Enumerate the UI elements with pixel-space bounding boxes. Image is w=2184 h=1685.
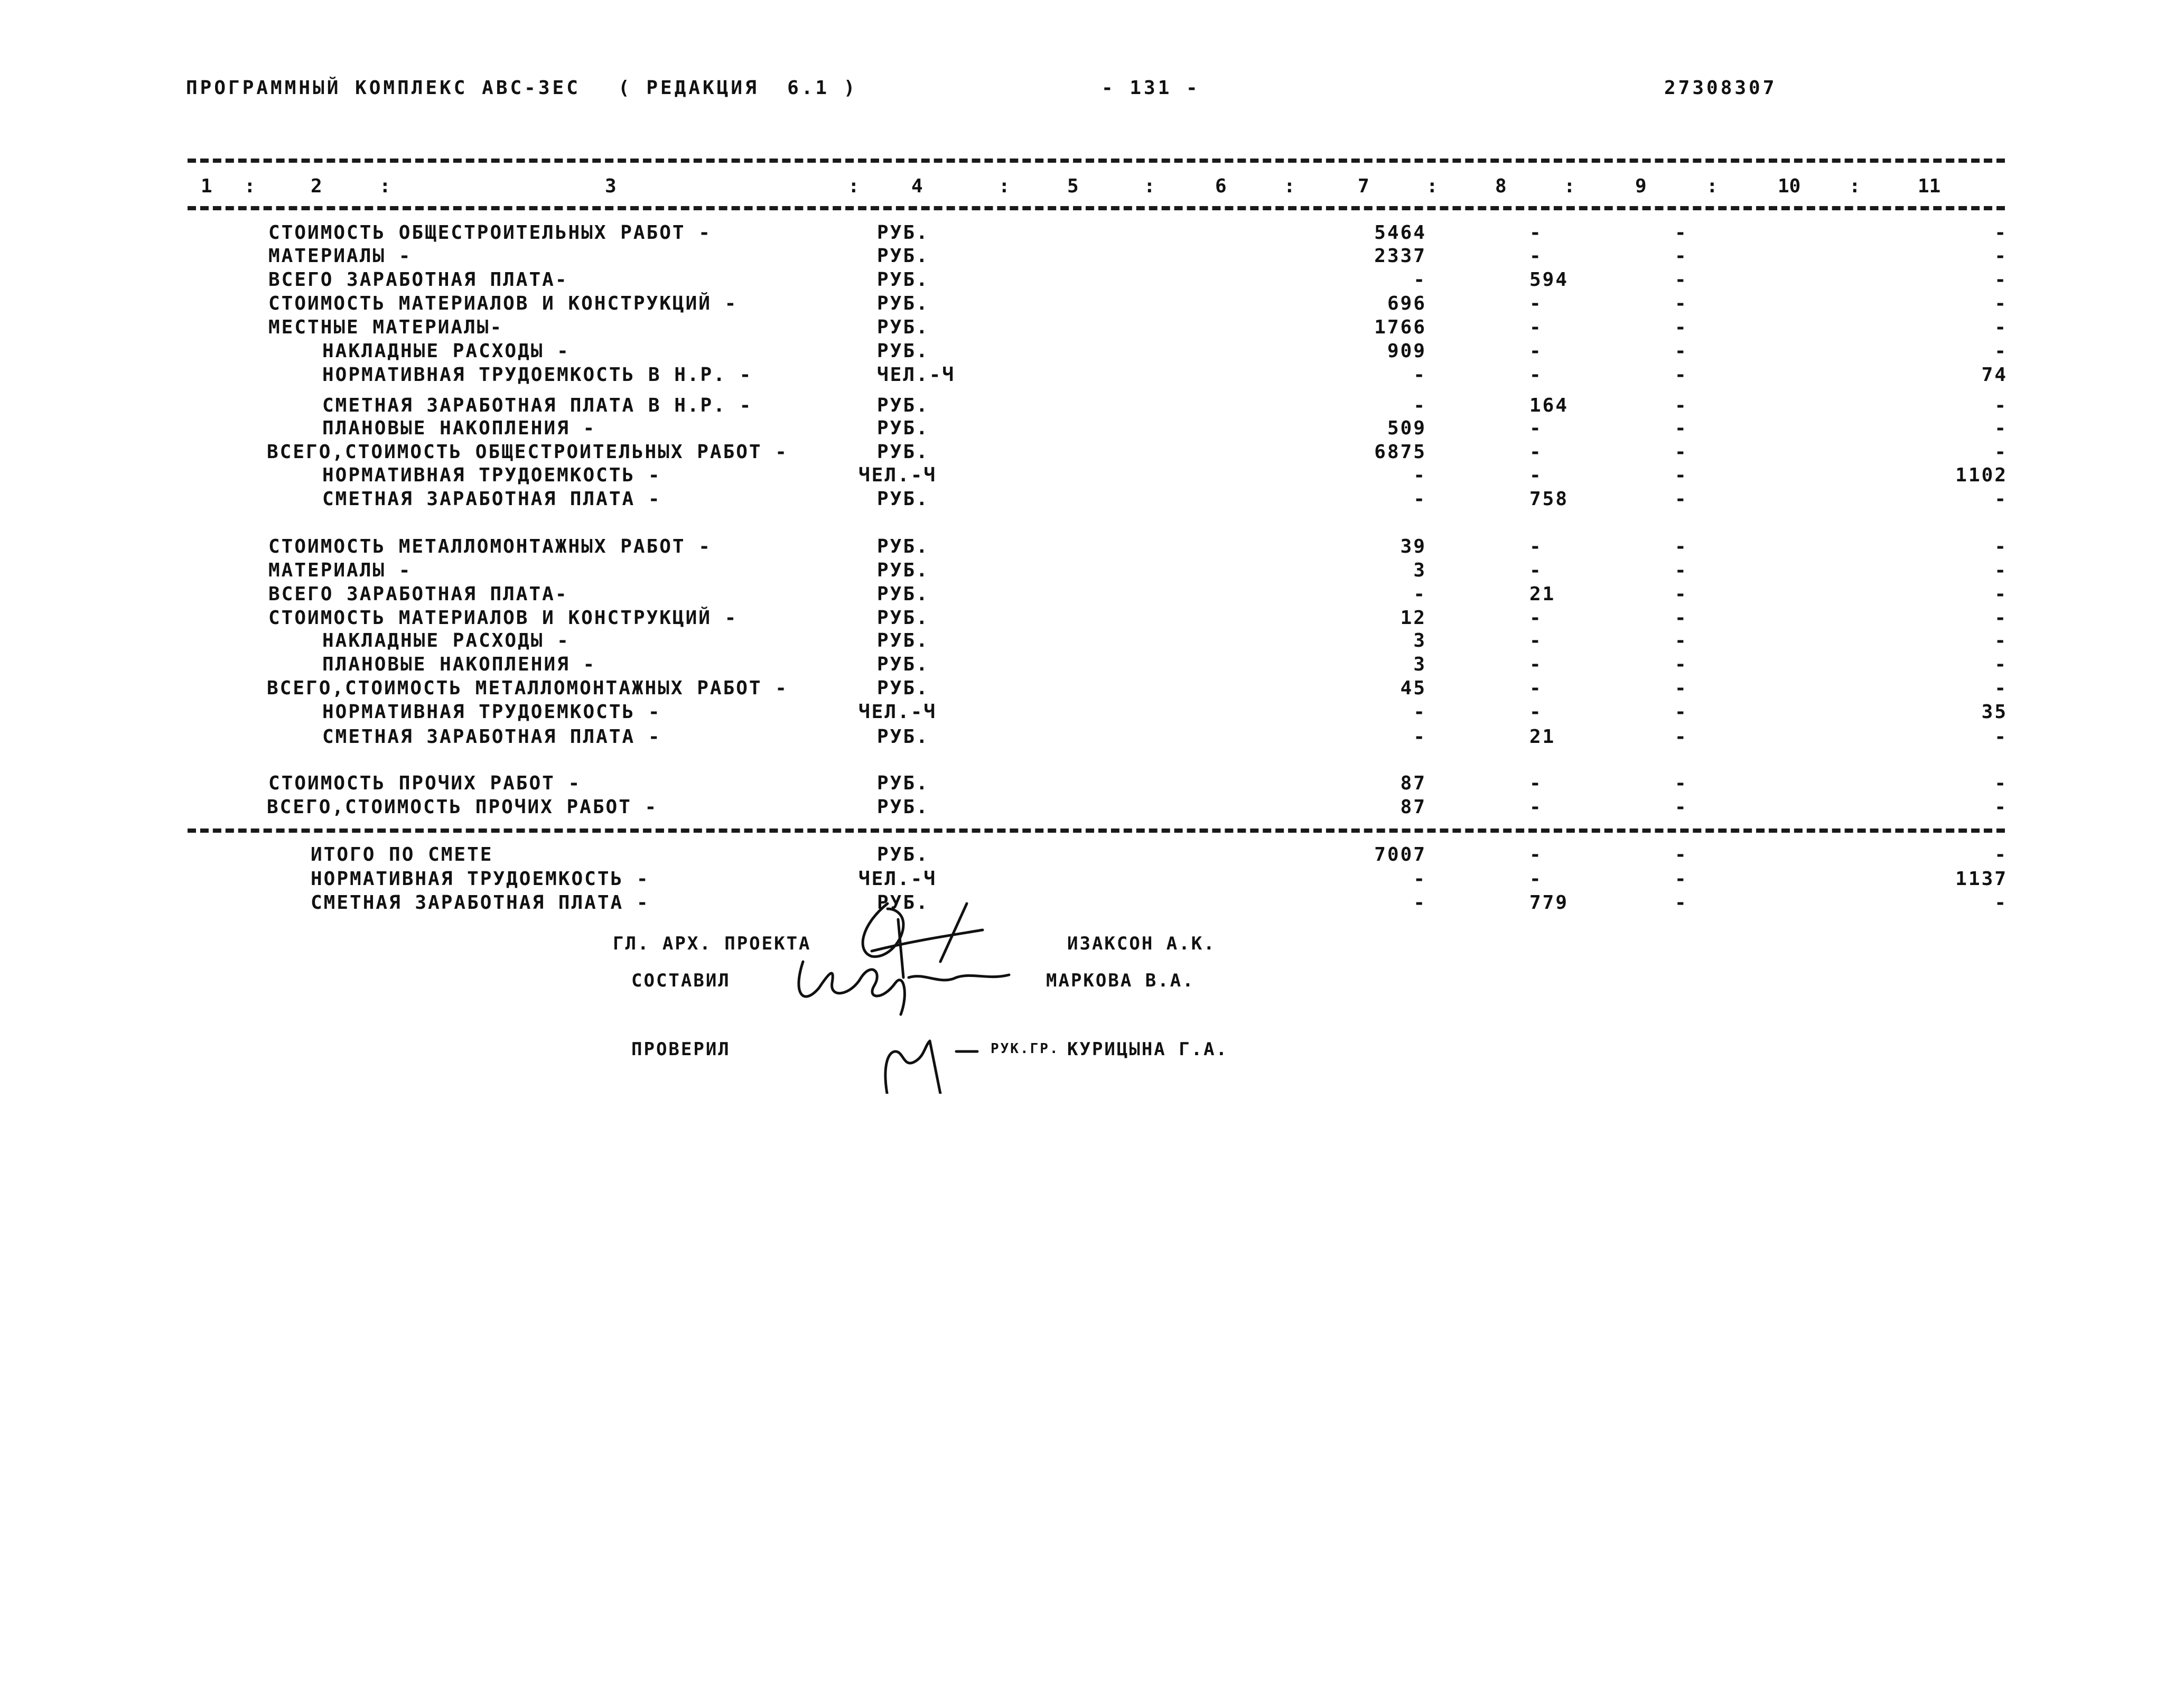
item-name: СТОИМОСТЬ ОБЩЕСТРОИТЕЛЬНЫХ РАБОТ - bbox=[268, 222, 712, 244]
col8-value: 779 bbox=[1529, 892, 1569, 914]
col11-value: - bbox=[1994, 488, 2008, 510]
col11-value: 35 bbox=[1981, 701, 2008, 723]
col9-value: - bbox=[1675, 844, 1688, 865]
column-header: 10 bbox=[1778, 175, 1801, 197]
col9-value: - bbox=[1675, 364, 1688, 386]
item-name: СТОИМОСТЬ МАТЕРИАЛОВ И КОНСТРУКЦИЙ - bbox=[268, 607, 738, 629]
table-row bbox=[0, 560, 2184, 583]
col9-value: - bbox=[1675, 701, 1688, 723]
col8-value: - bbox=[1529, 316, 1543, 338]
col9-value: - bbox=[1675, 630, 1688, 651]
column-header: 5 bbox=[1067, 175, 1079, 197]
col11-value: - bbox=[1994, 772, 2008, 794]
unit: РУБ. bbox=[877, 630, 929, 651]
col9-value: - bbox=[1675, 892, 1688, 914]
col9-value: - bbox=[1675, 293, 1688, 314]
unit: РУБ. bbox=[877, 654, 929, 675]
col11-value: - bbox=[1994, 560, 2008, 581]
col8-value: - bbox=[1529, 536, 1543, 557]
item-name: ВСЕГО ЗАРАБОТНАЯ ПЛАТА- bbox=[268, 269, 568, 291]
col8-value: - bbox=[1529, 677, 1543, 699]
item-name: МЕСТНЫЕ МАТЕРИАЛЫ- bbox=[268, 316, 503, 338]
table-row bbox=[0, 488, 2184, 511]
col7-value: 1766 bbox=[1374, 316, 1426, 338]
col9-value: - bbox=[1675, 316, 1688, 338]
col8-value: - bbox=[1529, 417, 1543, 439]
col8-value: - bbox=[1529, 364, 1543, 386]
item-name: ПЛАНОВЫЕ НАКОПЛЕНИЯ - bbox=[322, 654, 596, 675]
col11-value: 1102 bbox=[1955, 464, 2008, 486]
table-row bbox=[0, 607, 2184, 630]
table-row bbox=[0, 583, 2184, 607]
col9-value: - bbox=[1675, 245, 1688, 267]
unit: РУБ. bbox=[877, 395, 929, 416]
table-row bbox=[0, 464, 2184, 488]
item-name: ИТОГО ПО СМЕТЕ bbox=[311, 844, 493, 865]
col11-value: - bbox=[1994, 654, 2008, 675]
col9-value: - bbox=[1675, 536, 1688, 557]
col8-value: - bbox=[1529, 844, 1543, 865]
signatory-name: ИЗАКСОН А.К. bbox=[1067, 933, 1216, 954]
signatory-name: МАРКОВА В.А. bbox=[1046, 970, 1195, 991]
unit: РУБ. bbox=[877, 441, 929, 463]
unit: РУБ. bbox=[877, 293, 929, 314]
document-code: 27308307 bbox=[1664, 77, 1777, 99]
col11-value: - bbox=[1994, 796, 2008, 818]
item-name: СМЕТНАЯ ЗАРАБОТНАЯ ПЛАТА - bbox=[311, 892, 650, 914]
col8-value: - bbox=[1529, 607, 1543, 629]
unit: ЧЕЛ.-Ч bbox=[877, 364, 956, 386]
program-name: ПРОГРАММНЫЙ КОМПЛЕКС АВС-3ЕС bbox=[186, 77, 581, 99]
item-name: СМЕТНАЯ ЗАРАБОТНАЯ ПЛАТА - bbox=[322, 488, 661, 510]
unit: ЧЕЛ.-Ч bbox=[858, 701, 937, 723]
col7-value: 6875 bbox=[1374, 441, 1426, 463]
col7-value: - bbox=[1413, 269, 1426, 291]
table-top-rule bbox=[188, 159, 2005, 163]
col7-value: - bbox=[1413, 868, 1426, 890]
col8-value: - bbox=[1529, 245, 1543, 267]
col9-value: - bbox=[1675, 417, 1688, 439]
col11-value: - bbox=[1994, 677, 2008, 699]
col9-value: - bbox=[1675, 395, 1688, 416]
item-name: НОРМАТИВНАЯ ТРУДОЕМКОСТЬ - bbox=[311, 868, 650, 890]
table-row bbox=[0, 536, 2184, 559]
col9-value: - bbox=[1675, 583, 1688, 605]
unit: РУБ. bbox=[877, 607, 929, 629]
table-row bbox=[0, 316, 2184, 340]
col8-value: - bbox=[1529, 701, 1543, 723]
item-name: ВСЕГО ЗАРАБОТНАЯ ПЛАТА- bbox=[268, 583, 568, 605]
table-row bbox=[0, 245, 2184, 268]
signatory-position: РУК.ГР. bbox=[991, 1041, 1060, 1057]
column-header: 3 bbox=[605, 175, 617, 197]
totals-rule bbox=[188, 828, 2005, 833]
item-name: МАТЕРИАЛЫ - bbox=[268, 245, 412, 267]
col11-value: - bbox=[1994, 222, 2008, 244]
col7-value: - bbox=[1413, 892, 1426, 914]
item-name: СМЕТНАЯ ЗАРАБОТНАЯ ПЛАТА - bbox=[322, 726, 661, 748]
col8-value: - bbox=[1529, 441, 1543, 463]
col11-value: - bbox=[1994, 892, 2008, 914]
col7-value: - bbox=[1413, 583, 1426, 605]
col8-value: - bbox=[1529, 630, 1543, 651]
table-row bbox=[0, 269, 2184, 292]
unit: РУБ. bbox=[877, 245, 929, 267]
col11-value: - bbox=[1994, 726, 2008, 748]
col11-value: - bbox=[1994, 607, 2008, 629]
col11-value: 1137 bbox=[1955, 868, 2008, 890]
unit: РУБ. bbox=[877, 844, 929, 865]
col7-value: 87 bbox=[1400, 772, 1426, 794]
col7-value: 39 bbox=[1400, 536, 1426, 557]
table-row bbox=[0, 726, 2184, 749]
col9-value: - bbox=[1675, 340, 1688, 362]
column-header: 7 bbox=[1358, 175, 1369, 197]
col11-value: - bbox=[1994, 441, 2008, 463]
col8-value: 21 bbox=[1529, 583, 1556, 605]
unit: ЧЕЛ.-Ч bbox=[858, 868, 937, 890]
col7-value: - bbox=[1413, 464, 1426, 486]
unit: РУБ. bbox=[877, 560, 929, 581]
col9-value: - bbox=[1675, 677, 1688, 699]
col8-value: - bbox=[1529, 340, 1543, 362]
unit: РУБ. bbox=[877, 269, 929, 291]
handwritten-signatures bbox=[782, 893, 1078, 1094]
table-row bbox=[0, 772, 2184, 796]
table-row bbox=[0, 796, 2184, 820]
total-row bbox=[0, 844, 2184, 867]
item-name: СТОИМОСТЬ ПРОЧИХ РАБОТ - bbox=[268, 772, 582, 794]
col7-value: 509 bbox=[1387, 417, 1426, 439]
item-name: СТОИМОСТЬ МАТЕРИАЛОВ И КОНСТРУКЦИЙ - bbox=[268, 293, 738, 314]
item-name: НОРМАТИВНАЯ ТРУДОЕМКОСТЬ - bbox=[322, 464, 661, 486]
unit: РУБ. bbox=[877, 417, 929, 439]
item-name: НАКЛАДНЫЕ РАСХОДЫ - bbox=[322, 630, 570, 651]
table-row bbox=[0, 222, 2184, 245]
col11-value: - bbox=[1994, 630, 2008, 651]
table-row bbox=[0, 340, 2184, 364]
col7-value: 2337 bbox=[1374, 245, 1426, 267]
item-name: ВСЕГО,СТОИМОСТЬ МЕТАЛЛОМОНТАЖНЫХ РАБОТ - bbox=[267, 677, 788, 699]
unit: РУБ. bbox=[877, 796, 929, 818]
item-name: ВСЕГО,СТОИМОСТЬ ОБЩЕСТРОИТЕЛЬНЫХ РАБОТ - bbox=[267, 441, 788, 463]
col9-value: - bbox=[1675, 441, 1688, 463]
col8-value: - bbox=[1529, 868, 1543, 890]
col8-value: - bbox=[1529, 796, 1543, 818]
col7-value: 5464 bbox=[1374, 222, 1426, 244]
item-name: СМЕТНАЯ ЗАРАБОТНАЯ ПЛАТА В Н.Р. - bbox=[322, 395, 753, 416]
column-header: 11 bbox=[1918, 175, 1941, 197]
col7-value: 7007 bbox=[1374, 844, 1426, 865]
table-row bbox=[0, 630, 2184, 653]
column-header: 9 bbox=[1635, 175, 1647, 197]
column-header: 8 bbox=[1495, 175, 1507, 197]
table-row bbox=[0, 677, 2184, 701]
unit: РУБ. bbox=[877, 222, 929, 244]
col7-value: - bbox=[1413, 488, 1426, 510]
unit: РУБ. bbox=[877, 340, 929, 362]
table-row bbox=[0, 293, 2184, 316]
col11-value: - bbox=[1994, 395, 2008, 416]
column-header: 1 bbox=[201, 175, 212, 197]
col8-value: - bbox=[1529, 293, 1543, 314]
col11-value: - bbox=[1994, 417, 2008, 439]
col8-value: - bbox=[1529, 560, 1543, 581]
col7-value: - bbox=[1413, 364, 1426, 386]
col8-value: 594 bbox=[1529, 269, 1569, 291]
signatory-name: КУРИЦЫНА Г.А. bbox=[1067, 1039, 1229, 1060]
edition-label: ( РЕДАКЦИЯ 6.1 ) bbox=[618, 77, 858, 99]
col8-value: - bbox=[1529, 654, 1543, 675]
col9-value: - bbox=[1675, 772, 1688, 794]
col11-value: - bbox=[1994, 844, 2008, 865]
col9-value: - bbox=[1675, 607, 1688, 629]
table-row bbox=[0, 441, 2184, 464]
col11-value: - bbox=[1994, 269, 2008, 291]
item-name: ПЛАНОВЫЕ НАКОПЛЕНИЯ - bbox=[322, 417, 596, 439]
col7-value: 909 bbox=[1387, 340, 1426, 362]
col11-value: - bbox=[1994, 293, 2008, 314]
item-name: ВСЕГО,СТОИМОСТЬ ПРОЧИХ РАБОТ - bbox=[267, 796, 658, 818]
col8-value: 21 bbox=[1529, 726, 1556, 748]
unit: РУБ. bbox=[877, 488, 929, 510]
signature-role: СОСТАВИЛ bbox=[631, 970, 731, 991]
unit: РУБ. bbox=[877, 677, 929, 699]
item-name: МАТЕРИАЛЫ - bbox=[268, 560, 412, 581]
col7-value: 12 bbox=[1400, 607, 1426, 629]
col7-value: 3 bbox=[1413, 560, 1426, 581]
table-row bbox=[0, 364, 2184, 387]
col9-value: - bbox=[1675, 726, 1688, 748]
col7-value: 696 bbox=[1387, 293, 1426, 314]
unit: РУБ. bbox=[877, 892, 929, 914]
col7-value: 3 bbox=[1413, 654, 1426, 675]
unit: ЧЕЛ.-Ч bbox=[858, 464, 937, 486]
col9-value: - bbox=[1675, 488, 1688, 510]
col7-value: 87 bbox=[1400, 796, 1426, 818]
unit: РУБ. bbox=[877, 316, 929, 338]
unit: РУБ. bbox=[877, 772, 929, 794]
col9-value: - bbox=[1675, 464, 1688, 486]
table-row bbox=[0, 417, 2184, 441]
col8-value: - bbox=[1529, 772, 1543, 794]
col11-value: - bbox=[1994, 245, 2008, 267]
table-row bbox=[0, 654, 2184, 677]
col9-value: - bbox=[1675, 868, 1688, 890]
col11-value: - bbox=[1994, 536, 2008, 557]
col7-value: 3 bbox=[1413, 630, 1426, 651]
item-name: НОРМАТИВНАЯ ТРУДОЕМКОСТЬ В Н.Р. - bbox=[322, 364, 753, 386]
table-header-rule bbox=[188, 206, 2005, 210]
col7-value: - bbox=[1413, 726, 1426, 748]
col7-value: 45 bbox=[1400, 677, 1426, 699]
col8-value: - bbox=[1529, 464, 1543, 486]
col9-value: - bbox=[1675, 654, 1688, 675]
unit: РУБ. bbox=[877, 536, 929, 557]
total-row bbox=[0, 868, 2184, 891]
total-row bbox=[0, 892, 2184, 915]
col9-value: - bbox=[1675, 560, 1688, 581]
col8-value: - bbox=[1529, 222, 1543, 244]
page: ПРОГРАММНЫЙ КОМПЛЕКС АВС-3ЕС ( РЕДАКЦИЯ 6.1 ) - 131 - 27308307 1 2 3 4 5 6 7 8 9 10 11 : : : : : : : : : : СТОИМОСТЬ ОБЩЕСТРОИТЕЛЬНЫХ РАБОТ - РУБ. 5464 - - - МАТЕРИАЛЫ - РУБ. 2337 - - - ВСЕГО ЗАРАБОТНАЯ ПЛАТА- РУБ. - 594 - - СТОИМОСТЬ МАТЕРИАЛОВ И КОНСТРУКЦИЙ - РУБ. 696 - - - МЕСТНЫЕ МАТЕРИАЛЫ- РУБ. 1766 - - - НАКЛАДНЫЕ РАСХОДЫ - РУБ. 909 - - - НОРМАТИВНАЯ ТРУДОЕМКОСТЬ В Н.Р. - ЧЕЛ.-Ч - - - 74 СМЕТНАЯ ЗАРАБОТНАЯ ПЛАТА В Н.Р. - РУБ. - 164 - - ПЛАНОВЫЕ НАКОПЛЕНИЯ - РУБ. 509 - - - ВСЕГО,СТОИМОСТЬ ОБЩЕСТРОИТЕЛЬНЫХ РАБОТ - РУБ. 6875 - - - НОРМАТИВНАЯ ТРУДОЕМКОСТЬ - ЧЕЛ.-Ч - - - 1102 СМЕТНАЯ ЗАРАБОТНАЯ ПЛАТА - РУБ. - 758 - - СТОИМОСТЬ МЕТАЛЛОМОНТАЖНЫХ РАБОТ - РУБ. 39 - - - МАТЕРИАЛЫ - РУБ. 3 - - - ВСЕГО ЗАРАБОТНАЯ ПЛАТА- РУБ. - 21 - - СТОИМОСТЬ МАТЕРИАЛОВ И КОНСТРУКЦИЙ - РУБ. 12 - - - НАКЛАДНЫЕ РАСХОДЫ - РУБ. 3 - - - ПЛАНОВЫЕ НАКОПЛЕНИЯ - РУБ. 3 - - - ВСЕГО,СТОИМОСТЬ МЕТАЛЛОМОНТАЖНЫХ РАБОТ - РУБ. 45 - - - НОРМАТИВНАЯ ТРУДОЕМКОСТЬ - ЧЕЛ.-Ч - - - 35 СМЕТНАЯ ЗАРАБОТНАЯ ПЛАТА - РУБ. - 21 - - СТОИМОСТЬ ПРОЧИХ РАБОТ - РУБ. 87 - - - ВСЕГО,СТОИМОСТЬ ПРОЧИХ РАБОТ - РУБ. 87 - - - ИТОГО ПО СМЕТЕ РУБ. 7007 - - - НОРМАТИВНАЯ ТРУДОЕМКОСТЬ - ЧЕЛ.-Ч - - - 1137 СМЕТНАЯ ЗАРАБОТНАЯ ПЛАТА - РУБ. - 779 - - ГЛ. АРХ. ПРОЕКТА ИЗАКСОН А.К. СОСТАВИЛ МАРКОВА В.А. ПРОВЕРИЛ РУК.ГР. КУРИЦЫНА Г.А. bbox=[0, 0, 2184, 1685]
column-header: 4 bbox=[911, 175, 923, 197]
signature-role: ГЛ. АРХ. ПРОЕКТА bbox=[613, 933, 811, 954]
col8-value: 758 bbox=[1529, 488, 1569, 510]
col7-value: - bbox=[1413, 395, 1426, 416]
col11-value: - bbox=[1994, 316, 2008, 338]
col11-value: 74 bbox=[1981, 364, 2008, 386]
item-name: СТОИМОСТЬ МЕТАЛЛОМОНТАЖНЫХ РАБОТ - bbox=[268, 536, 712, 557]
col9-value: - bbox=[1675, 269, 1688, 291]
table-row bbox=[0, 395, 2184, 418]
unit: РУБ. bbox=[877, 726, 929, 748]
table-row bbox=[0, 701, 2184, 724]
column-header: 2 bbox=[311, 175, 322, 197]
column-header: 6 bbox=[1215, 175, 1227, 197]
col9-value: - bbox=[1675, 796, 1688, 818]
col8-value: 164 bbox=[1529, 395, 1569, 416]
col9-value: - bbox=[1675, 222, 1688, 244]
col11-value: - bbox=[1994, 340, 2008, 362]
col7-value: - bbox=[1413, 701, 1426, 723]
item-name: НАКЛАДНЫЕ РАСХОДЫ - bbox=[322, 340, 570, 362]
signature-role: ПРОВЕРИЛ bbox=[631, 1039, 731, 1060]
item-name: НОРМАТИВНАЯ ТРУДОЕМКОСТЬ - bbox=[322, 701, 661, 723]
col11-value: - bbox=[1994, 583, 2008, 605]
page-number: - 131 - bbox=[1102, 77, 1200, 99]
unit: РУБ. bbox=[877, 583, 929, 605]
